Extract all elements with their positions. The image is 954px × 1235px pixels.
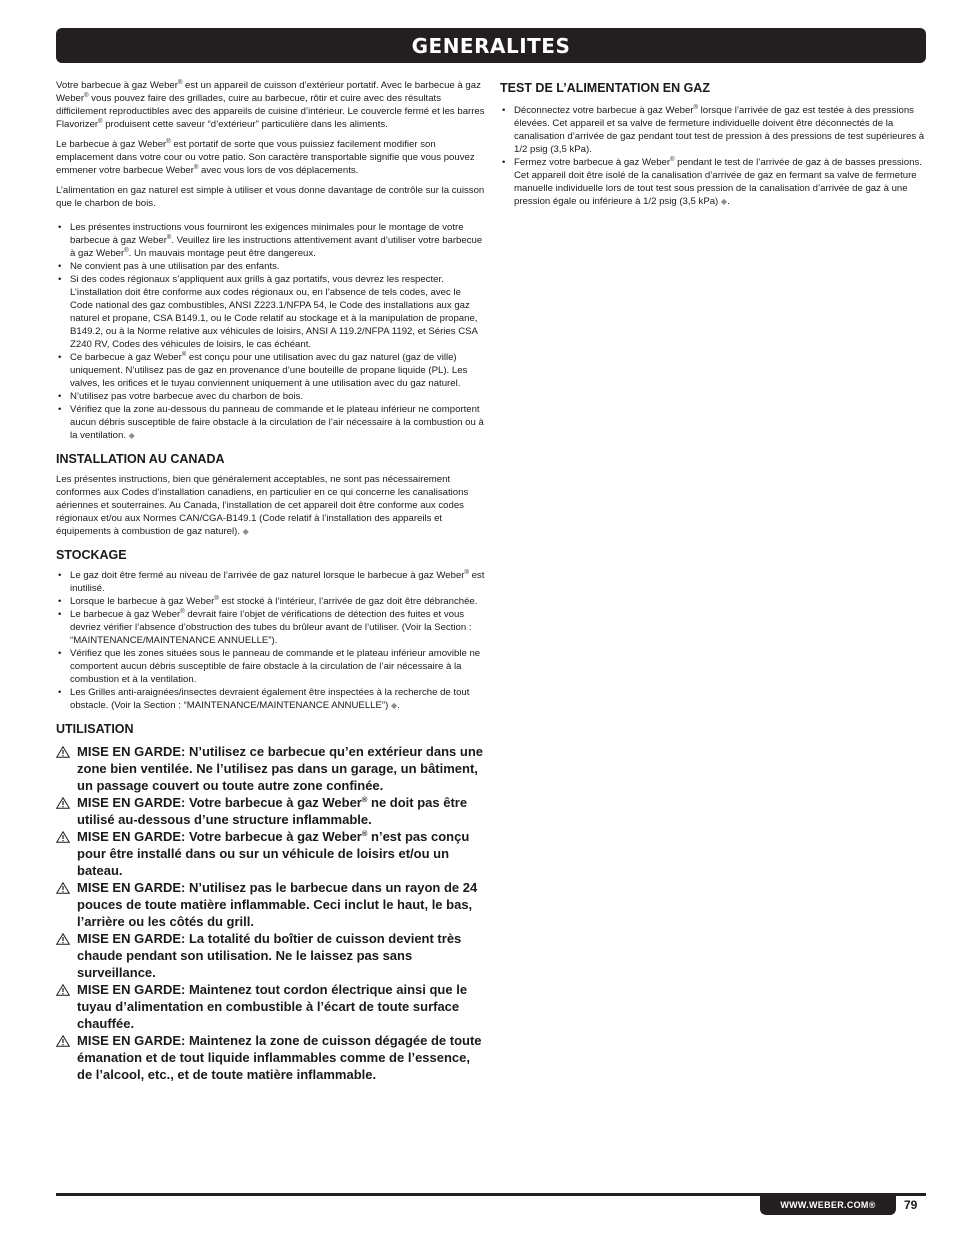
- list-item: • Fermez votre barbecue à gaz Weber® pendant le test de l’arrivée de gaz à de basses pressions. Cet appareil doit être isolé de la canalisation d’arrivée de gaz en fermant sa valve de fermeture manuelle individuelle lors de tout test sous pression de la canalisation d’arrivée de gaz à une pression égale ou inférieure à 1/2 psig (3,5 kPa) ◆.: [500, 156, 928, 208]
- warning-triangle-icon: [56, 746, 70, 758]
- warning-triangle-icon: [56, 933, 70, 945]
- header-bar: [56, 28, 926, 63]
- website-link[interactable]: WWW.WEBER.COM®: [760, 1195, 896, 1215]
- warning-item: MISE EN GARDE: Votre barbecue à gaz Weber® ne doit pas être utilisé au-dessous d’une structure inflammable.: [56, 794, 486, 828]
- general-bullet-list: [56, 221, 486, 442]
- intro-paragraph-1: Votre barbecue à gaz Weber® est un appareil de cuisson d’extérieur portatif. Avec le barbecue à gaz Weber® vous pouvez faire des grillades, cuire au barbecue, rôtir et cuire avec des résultats difficilement reproductibles avec des appareils de cuisine d’intérieur. Le couvercle fermé et les barres Flavorizer® produisent cette saveur “d’extérieur” particulière dans les aliments.: [56, 80, 485, 130]
- warning-item: MISE EN GARDE: N’utilisez ce barbecue qu’en extérieur dans une zone bien ventilée. Ne l’utilisez pas dans un garage, un bâtiment, un passage couvert ou toute autre zone confinée.: [56, 743, 486, 794]
- warning-triangle-icon: [56, 797, 70, 809]
- canada-paragraph: Les présentes instructions, bien que généralement acceptables, ne sont pas nécessairement conformes aux Codes d’installation canadiens, en particulier en ce qui concerne les canalisations aériennes et souterraines. Au Canada, l’installation de cet appareil doit être conforme aux codes régionaux et/ou aux Normes CAN/CGA-B149.1 (Code relatif à l’installation des appareils et équipements à combustion de gaz naturel). ◆: [56, 474, 469, 537]
- list-item: • Le gaz doit être fermé au niveau de l’arrivée de gaz naturel lorsque le barbecue à gaz Weber® est inutilisé.: [56, 569, 486, 595]
- stockage-bullet-list: [56, 569, 486, 712]
- warning-list: [56, 743, 486, 1083]
- warning-triangle-icon: [56, 1035, 70, 1047]
- list-item: • Le barbecue à gaz Weber® devrait faire l’objet de vérifications de détection des fuites et vous devriez vérifier l’absence d’obstruction des tubes du brûleur avant de l’utiliser. (Voir la Section : “MAINTENANCE/MAINTENANCE ANNUELLE”).: [56, 608, 486, 647]
- warning-triangle-icon: [56, 984, 70, 996]
- section-heading-utilisation: UTILISATION: [56, 722, 134, 736]
- list-item: • Ne convient pas à une utilisation par des enfants.: [56, 260, 486, 273]
- warning-item: MISE EN GARDE: Votre barbecue à gaz Weber® n’est pas conçu pour être installé dans ou sur un véhicule de loisirs et/ou un bateau.: [56, 828, 486, 879]
- page-title: GENERALITES: [411, 33, 571, 58]
- end-mark-icon: ◆: [720, 197, 728, 206]
- warning-item: MISE EN GARDE: N’utilisez pas le barbecue dans un rayon de 24 pouces de toute matière inflammable. Ceci inclut le haut, le bas, l’arrière ou les côtés du grill.: [56, 879, 486, 930]
- section-heading-test-gaz: TEST DE L’ALIMENTATION EN GAZ: [500, 81, 710, 95]
- intro-paragraph-2: Le barbecue à gaz Weber® est portatif de sorte que vous puissiez facilement modifier son emplacement dans votre cour ou votre patio. Son caractère transportable signifie que vous pouvez emmener votre barbecue Weber® avec vous lors de vos déplacements.: [56, 139, 475, 176]
- test-gaz-bullet-list: [500, 104, 928, 208]
- warning-triangle-icon: [56, 831, 70, 843]
- end-mark-icon: ◆: [390, 701, 398, 710]
- warning-item: MISE EN GARDE: Maintenez la zone de cuisson dégagée de toute émanation et de tout liquide inflammables comme de l’essence, de l’alcool, etc., et de toute matière inflammable.: [56, 1032, 486, 1083]
- end-mark-icon: ◆: [128, 431, 135, 440]
- section-heading-stockage: STOCKAGE: [56, 548, 127, 562]
- end-mark-icon: ◆: [242, 527, 249, 536]
- list-item: • Lorsque le barbecue à gaz Weber® est stocké à l’intérieur, l’arrivée de gaz doit être débranchée.: [56, 595, 486, 608]
- list-item: • Si des codes régionaux s’appliquent aux grills à gaz portatifs, vous devrez les respecter. L’installation doit être conforme aux codes régionaux ou, en l’absence de tels codes, avec le Code national des gaz combustibles, ANSI Z223.1/NFPA 54, le Code des installations aux gaz naturel et propane, CSA B149.1, ou le Code relatif au stockage et à la manipulation de propane, B149.2, ou à la Norme relative aux véhicules de loisirs, ANSI A 119.2/NFPA 1192, et Séries CSA Z240 RV, Codes des véhicules de loisirs, le cas échéant.: [56, 273, 486, 351]
- section-heading-canada: INSTALLATION AU CANADA: [56, 452, 225, 466]
- left-column: [56, 79, 486, 1083]
- list-item: • Déconnectez votre barbecue à gaz Weber® lorsque l’arrivée de gaz est testée à des pressions élevées. Cet appareil et sa valve de fermeture individuelle doivent être déconnectés de la canalisation d’arrivée de gaz pendant tout test de pression à des pressions de test supérieures à 1/2 psig (3,5 kPa).: [500, 104, 928, 156]
- list-item: • N’utilisez pas votre barbecue avec du charbon de bois.: [56, 390, 486, 403]
- page-number: 79: [904, 1198, 918, 1212]
- right-column: [500, 79, 928, 214]
- list-item: • Vérifiez que les zones situées sous le panneau de commande et le plateau inférieur amovible ne comportent aucun débris susceptible de faire obstacle à la circulation de l’air nécessaire à la combustion et à la ventilation.: [56, 647, 486, 686]
- list-item: • Vérifiez que la zone au-dessous du panneau de commande et le plateau inférieur ne comportent aucun débris susceptible de faire obstacle à la circulation de l’air nécessaire à la combustion ou à la ventilation. ◆: [56, 403, 486, 442]
- warning-triangle-icon: [56, 882, 70, 894]
- warning-item: MISE EN GARDE: Maintenez tout cordon électrique ainsi que le tuyau d’alimentation en combustible à l’écart de toute surface chauffée.: [56, 981, 486, 1032]
- list-item: • Les Grilles anti-araignées/insectes devraient également être inspectées à la recherche de tout obstacle. (Voir la Section : “MAINTENANCE/MAINTENANCE ANNUELLE”) ◆.: [56, 686, 486, 712]
- intro-paragraph-3: L’alimentation en gaz naturel est simple à utiliser et vous donne davantage de contrôle sur la cuisson que le charbon de bois.: [56, 185, 485, 209]
- warning-item: MISE EN GARDE: La totalité du boîtier de cuisson devient très chaude pendant son utilisation. Ne le laissez pas sans surveillance.: [56, 930, 486, 981]
- list-item: • Les présentes instructions vous fourniront les exigences minimales pour le montage de votre barbecue à gaz Weber®. Veuillez lire les instructions attentivement avant d’utiliser votre barbecue à gaz Weber®. Un mauvais montage peut être dangereux.: [56, 221, 486, 260]
- list-item: • Ce barbecue à gaz Weber® est conçu pour une utilisation avec du gaz naturel (gaz de ville) uniquement. N’utilisez pas de gaz en provenance d’une bouteille de propane liquide (PL). Les valves, les orifices et le tuyau conviennent uniquement à une utilisation avec du gaz naturel.: [56, 351, 486, 390]
